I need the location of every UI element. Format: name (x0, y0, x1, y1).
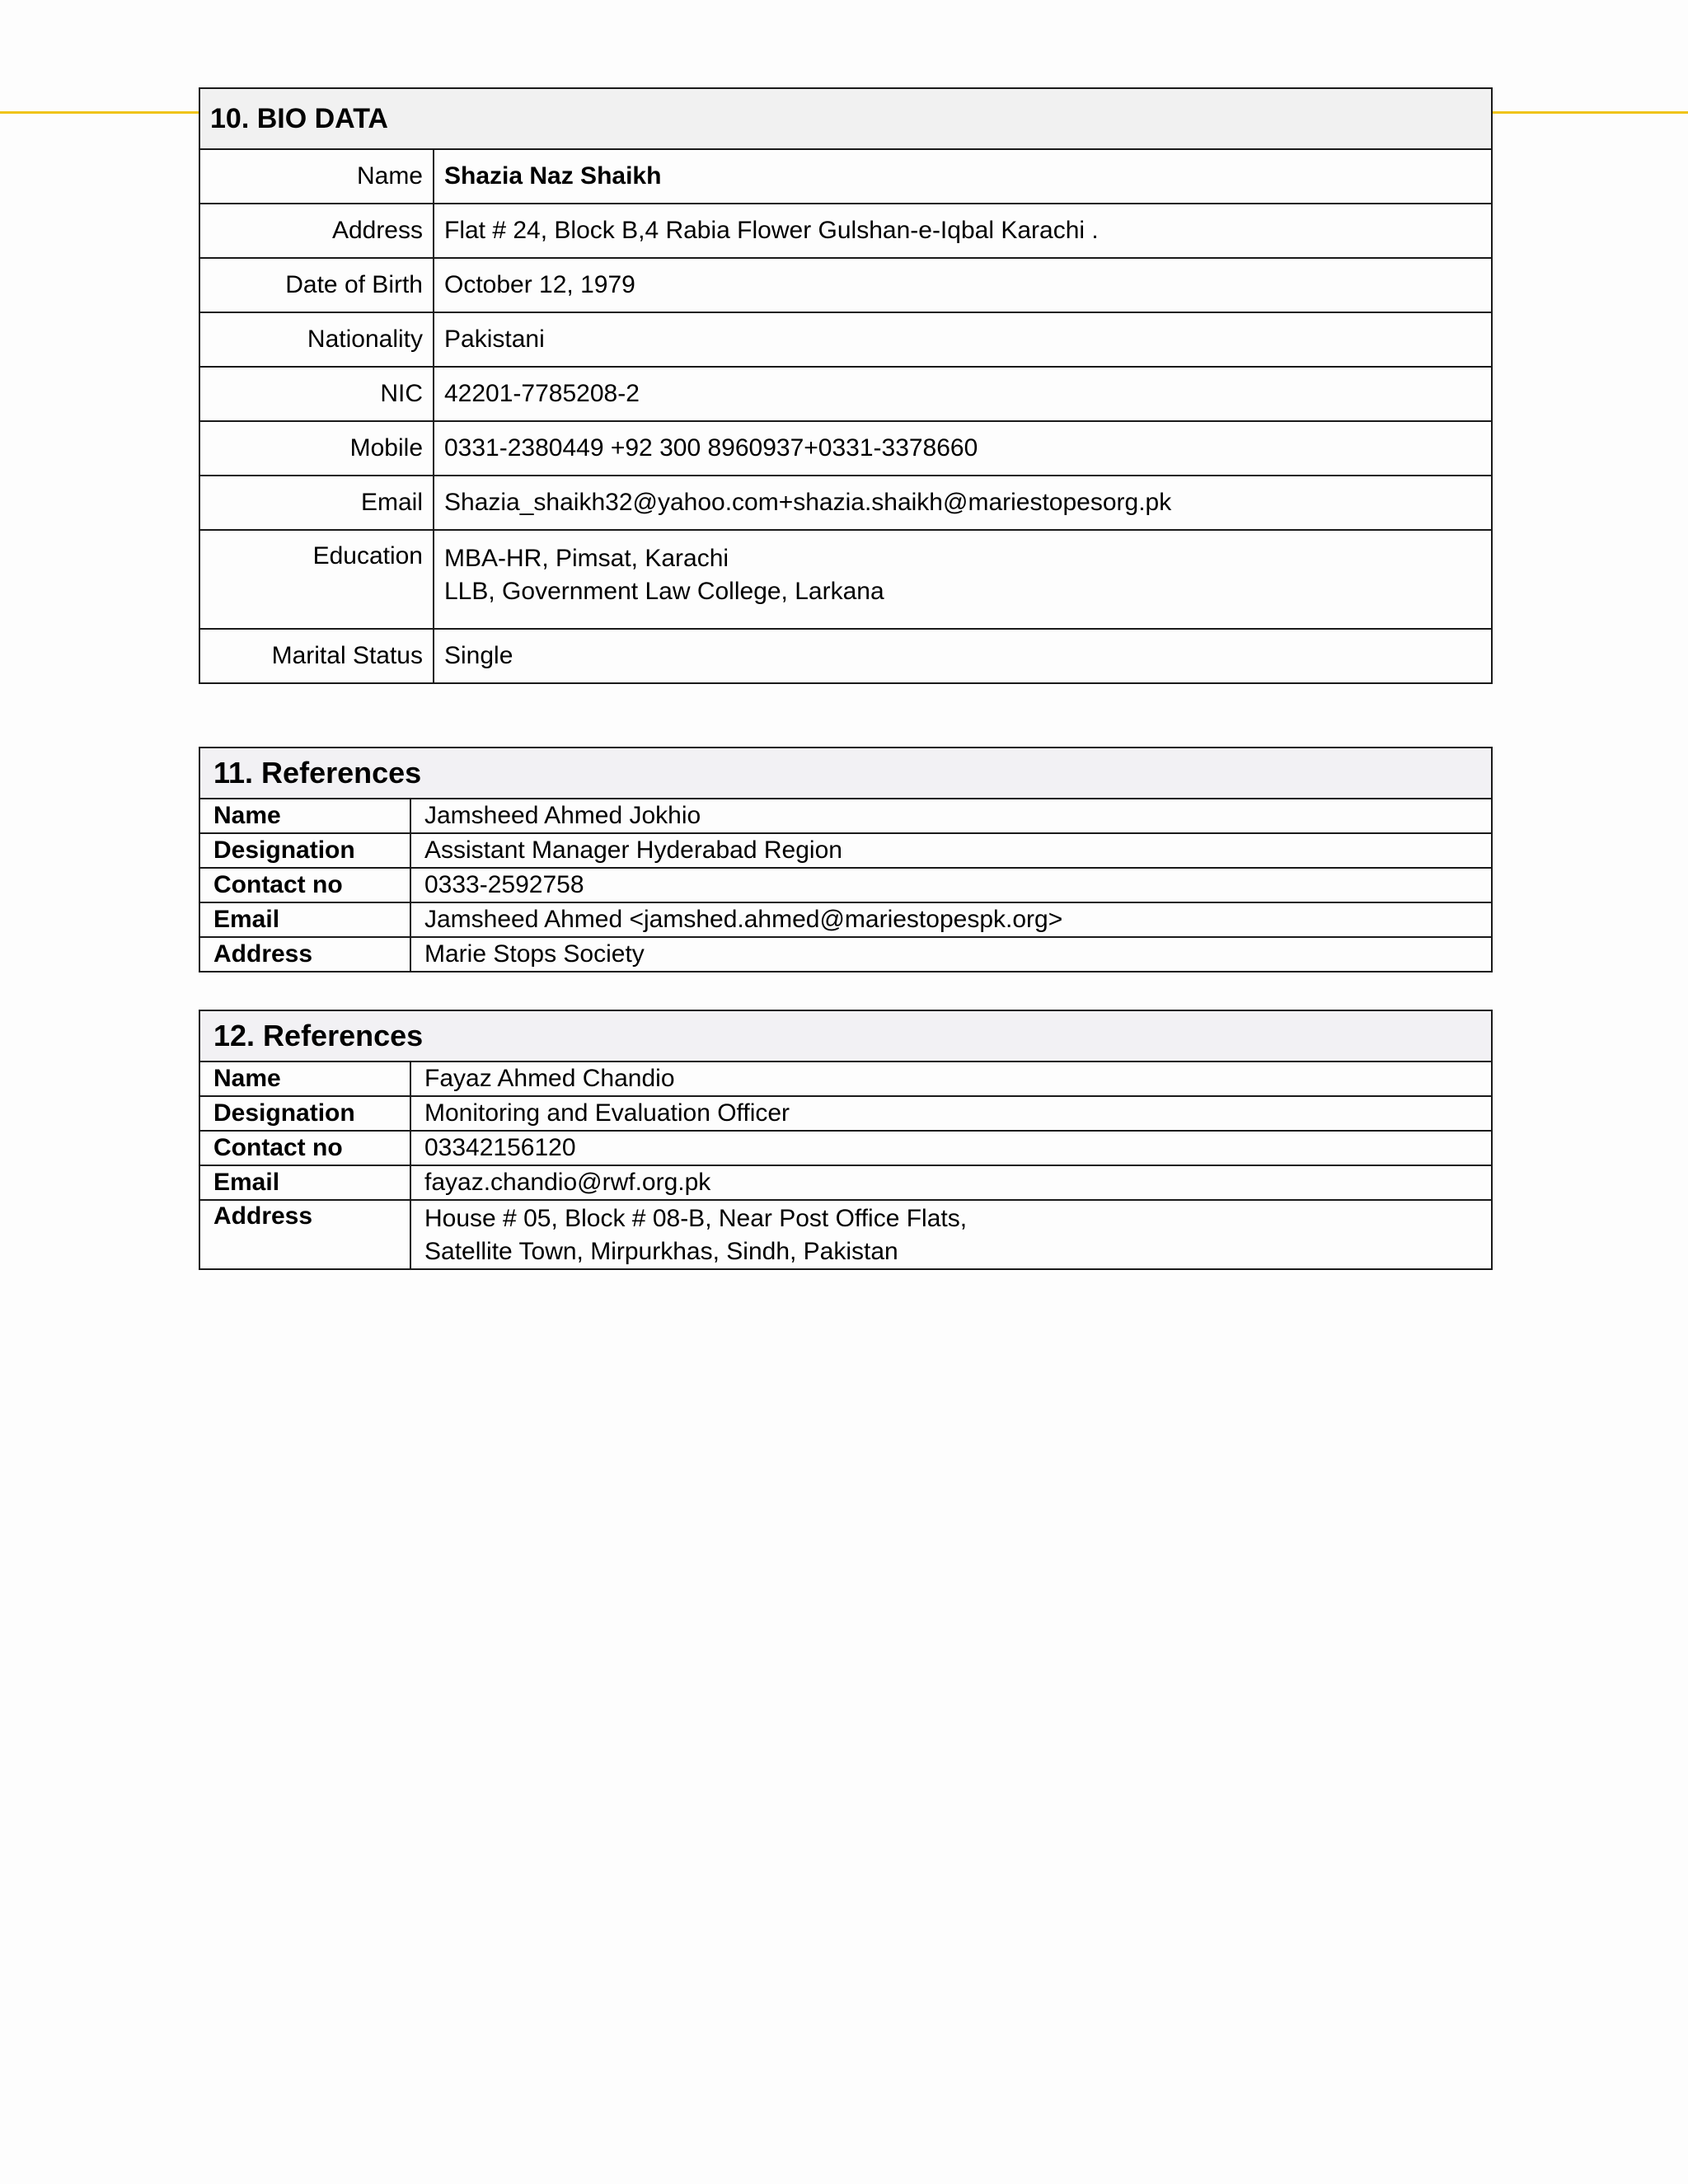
bio-row-nationality (199, 312, 1492, 367)
bio-value-nationality: Pakistani (434, 312, 1492, 367)
bio-row-email (199, 476, 1492, 530)
ref1-label-designation: Designation (199, 833, 410, 868)
bio-row-dob (199, 258, 1492, 312)
bio-row-nic (199, 367, 1492, 421)
ref1-row-name (199, 799, 1492, 833)
ref1-value-designation: Assistant Manager Hyderabad Region (410, 833, 1492, 868)
ref2-row-address (199, 1200, 1492, 1269)
ref2-row-name (199, 1062, 1492, 1096)
ref1-row-contact (199, 868, 1492, 902)
bio-label-name: Name (199, 149, 434, 204)
ref2-label-contact: Contact no (199, 1131, 410, 1165)
ref2-value-name: Fayaz Ahmed Chandio (410, 1062, 1492, 1096)
references-11-table (199, 747, 1493, 972)
bio-value-marital-status: Single (434, 629, 1492, 683)
bio-label-address: Address (199, 204, 434, 258)
ref2-value-contact: 03342156120 (410, 1131, 1492, 1165)
bio-value-email: Shazia_shaikh32@yahoo.com+shazia.shaikh@mariestopesorg.pk (434, 476, 1492, 530)
ref2-label-designation: Designation (199, 1096, 410, 1131)
bio-label-dob: Date of Birth (199, 258, 434, 312)
bio-value-nic: 42201-7785208-2 (434, 367, 1492, 421)
ref2-value-email: fayaz.chandio@rwf.org.pk (410, 1165, 1492, 1200)
ref1-value-email: Jamsheed Ahmed <jamshed.ahmed@mariestopespk.org> (410, 902, 1492, 937)
bio-label-nic: NIC (199, 367, 434, 421)
ref1-row-email (199, 902, 1492, 937)
ref2-address-line-2: Satellite Town, Mirpurkhas, Sindh, Pakistan (424, 1238, 898, 1265)
ref2-row-contact (199, 1131, 1492, 1165)
bio-value-education (434, 530, 1492, 629)
ref2-address-line-1: House # 05, Block # 08-B, Near Post Office Flats, (424, 1205, 968, 1232)
bio-value-dob: October 12, 1979 (434, 258, 1492, 312)
bio-value-mobile: 0331-2380449 +92 300 8960937+0331-3378660 (434, 421, 1492, 476)
bio-label-mobile: Mobile (199, 421, 434, 476)
ref1-label-address: Address (199, 937, 410, 972)
ref2-label-name: Name (199, 1062, 410, 1096)
ref2-label-email: Email (199, 1165, 410, 1200)
bio-label-marital-status: Marital Status (199, 629, 434, 683)
bio-label-nationality: Nationality (199, 312, 434, 367)
education-line-1: MBA-HR, Pimsat, Karachi (444, 545, 729, 572)
bio-value-address: Flat # 24, Block B,4 Rabia Flower Gulshan-e-Iqbal Karachi . (434, 204, 1492, 258)
bio-data-heading: 10. BIO DATA (199, 88, 1492, 149)
ref1-label-contact: Contact no (199, 868, 410, 902)
ref1-label-email: Email (199, 902, 410, 937)
ref2-row-email (199, 1165, 1492, 1200)
education-line-2: LLB, Government Law College, Larkana (444, 578, 884, 605)
bio-row-name (199, 149, 1492, 204)
ref2-row-designation (199, 1096, 1492, 1131)
bio-row-education (199, 530, 1492, 629)
bio-data-table (199, 87, 1493, 684)
bio-label-education: Education (199, 530, 434, 629)
ref1-value-name: Jamsheed Ahmed Jokhio (410, 799, 1492, 833)
ref2-value-designation: Monitoring and Evaluation Officer (410, 1096, 1492, 1131)
ref1-row-address (199, 937, 1492, 972)
bio-row-mobile (199, 421, 1492, 476)
ref2-label-address: Address (199, 1200, 410, 1269)
references-11-heading: 11. References (199, 748, 1492, 799)
references-12-table (199, 1010, 1493, 1270)
ref1-value-contact: 0333-2592758 (410, 868, 1492, 902)
ref1-row-designation (199, 833, 1492, 868)
ref2-value-address (410, 1200, 1492, 1269)
bio-row-address (199, 204, 1492, 258)
bio-value-name: Shazia Naz Shaikh (434, 149, 1492, 204)
references-12-heading: 12. References (199, 1010, 1492, 1062)
bio-row-marital-status (199, 629, 1492, 683)
bio-label-email: Email (199, 476, 434, 530)
ref1-value-address: Marie Stops Society (410, 937, 1492, 972)
ref1-label-name: Name (199, 799, 410, 833)
